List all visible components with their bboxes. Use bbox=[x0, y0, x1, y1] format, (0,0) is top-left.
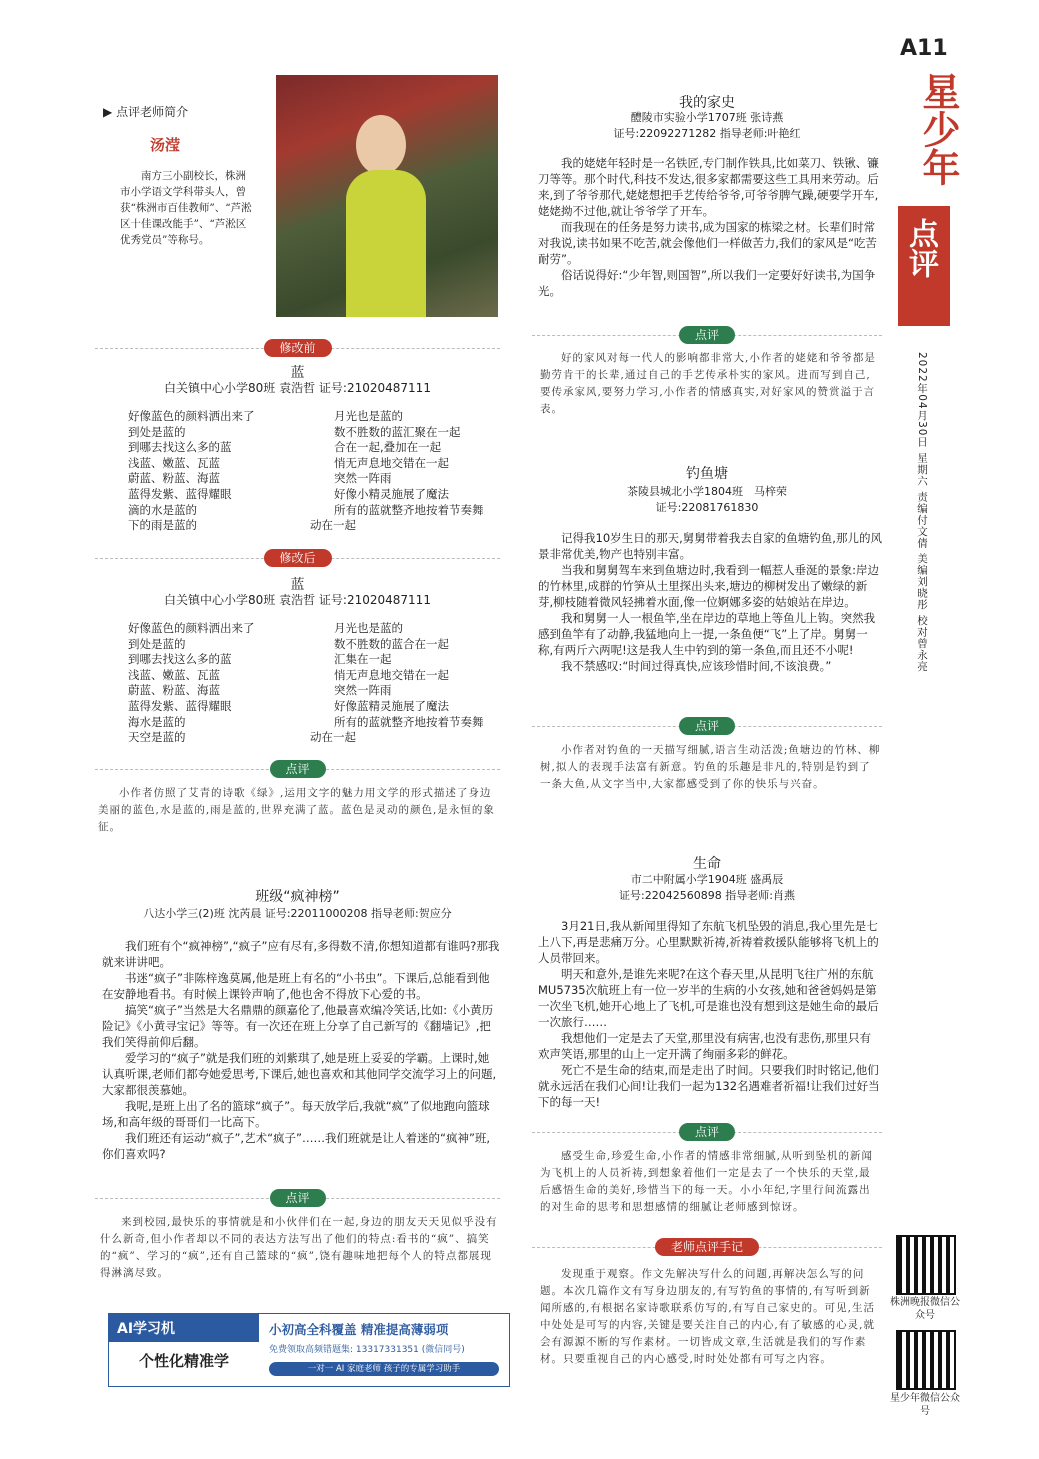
badge-comment-class-text: 点评 bbox=[269, 1189, 325, 1207]
poem-before-meta: 白关镇中心小学80班 袁浩哲 证号:21020487111 bbox=[164, 381, 431, 395]
badge-comment-fish bbox=[532, 717, 882, 735]
badge-comment-life-text: 点评 bbox=[679, 1123, 735, 1141]
family-meta2: 证号:22092271282 指导老师:叶艳红 bbox=[613, 127, 801, 140]
badge-comment-family bbox=[532, 326, 882, 344]
comment-poem: 小作者仿照了艾青的诗歌《绿》,运用文字的魅力用文学的形式描述了身边美丽的蓝色,水是蓝的,雨是蓝的,世界充满了蓝。蓝色是灵动的颜色,是永恒的象征。 bbox=[98, 787, 495, 833]
qr-label-zhuzhou: 株洲晚报微信公众号 bbox=[890, 1297, 960, 1321]
badge-teacher-notes-text: 老师点评手记 bbox=[655, 1238, 759, 1256]
fish-title: 钓鱼塘 bbox=[686, 466, 728, 482]
comment-class: 来到校园,最快乐的事情就是和小伙伴们在一起,身边的朋友天天见似乎没有什么新奇,但小作者却以不同的表达方法写出了他们的特点:看书的“疯”、搞笑的“疯”、学习的“疯”,还有自己篮球的“疯”,饶有趣味地把每个人的特点都展现得淋漓尽致。 bbox=[100, 1216, 498, 1279]
ad-tagline: 小初高全科覆盖 精准提高薄弱项 bbox=[269, 1322, 449, 1337]
ad-brand: AI学习机 bbox=[109, 1314, 259, 1342]
qr-code-zhuzhou bbox=[896, 1235, 956, 1295]
comment-life: 感受生命,珍爱生命,小作者的情感非常细腻,从听到坠机的新闻为飞机上的人员祈祷,到想象着他们一定是去了一个快乐的天堂,最后感悟生命的美好,珍惜当下的每一天。小小年纪,字里行间流露出的对生命的思考和思想感情的细腻让老师感到惊讶。 bbox=[540, 1150, 874, 1213]
section-label bbox=[898, 206, 950, 326]
badge-comment-life bbox=[532, 1123, 882, 1141]
date-line: 2022年04月30日 星期六 责编付文倩 美编刘晓彤 校对曾永亮 bbox=[916, 352, 928, 673]
badge-comment-class bbox=[95, 1189, 500, 1207]
ad-banner[interactable] bbox=[108, 1313, 510, 1387]
class-meta: 八达小学三(2)班 沈芮晨 证号:22011000208 指导老师:贺应分 bbox=[143, 907, 452, 920]
class-title: 班级“疯神榜” bbox=[255, 889, 340, 905]
class-body: 我们班有个“疯神榜”,“疯子”应有尽有,多得数不清,你想知道都有谁吗?那我就来讲讲吧。 书迷“疯子”非陈梓逸莫属,他是班上有名的“小书虫”。下课后,总能看到他在安静地看书。有时候上课铃声响了,他也舍不得放下心爱的书。 搞笑“疯子”当然是大名鼎鼎的颜嘉伦了,他最喜欢编冷笑话,比如:《小黄历险记》《小黄寻宝记》等等。有一次还在班上分享了自己新写的《翻墙记》,把我们笑得前仰后翻。 爱学习的“疯子”就是我们班的刘紫琪了,她是班上妥妥的学霸。上课时,她认真听课,老师们都夸她爱思考,下课后,她也喜欢和其他同学交流学习上的问题,大家都很羡慕她。 我呢,是班上出了名的篮球“疯子”。每天放学后,我就“疯”了似地跑向篮球场,和高年级的哥哥们一比高下。 我们班还有运动“疯子”,艺术“疯子”……我们班就是让人着迷的“疯神”班,你们喜欢吗? bbox=[102, 939, 500, 1161]
play-arrow-icon: ▶ bbox=[103, 105, 113, 119]
page-number: A11 bbox=[900, 36, 948, 61]
ad-sub: 个性化精准学 bbox=[138, 1352, 229, 1370]
family-title: 我的家史 bbox=[679, 95, 735, 111]
badge-before-text: 修改前 bbox=[263, 339, 331, 357]
teacher-notes: 发现重于观察。作文先解决写什么的问题,再解决怎么写的问题。本次几篇作文有写身边朋友的,有写钓鱼的事情的,有写听到新闻所感的,有根据名家诗歌联系仿写的,有写自己家史的。可见,生活中处处是可写的内容,关键是要关注自己的内心,有了敏感的心灵,就会有源源不断的写作素材。一切皆成文章,生活就是我们的写作素材。只要重视自己的内心感受,时时处处都有可写之内容。 bbox=[540, 1268, 876, 1365]
teacher-bio: 南方三小副校长，株洲市小学语文学科带头人，曾获“株洲市百佳教师”、“芦淞区十佳课改能手”、“芦淞区优秀党员”等称号。 bbox=[120, 170, 252, 246]
comment-family: 好的家风对每一代人的影响都非常大,小作者的姥姥和爷爷都是勤劳肯干的长辈,通过自己的手艺传承朴实的家风。进而写到自己,要传承家风,要努力学习,小作者的情感真实,对好家风的赞赏溢于言表。 bbox=[540, 352, 876, 415]
badge-comment-poem bbox=[95, 760, 500, 778]
family-meta1: 醴陵市实验小学1707班 张诗燕 bbox=[630, 111, 784, 124]
badge-after-text: 修改后 bbox=[263, 549, 331, 567]
poem-after-meta: 白关镇中心小学80班 袁浩哲 证号:21020487111 bbox=[164, 593, 431, 607]
teacher-photo bbox=[276, 75, 498, 317]
poem-after-left: 好像蓝色的颜料洒出来了 到处是蓝的 到哪去找这么多的蓝 浅蓝、嫩蓝、瓦蓝 蔚蓝、粉蓝、海蓝 蓝得发紫、蓝得耀眼 海水是蓝的 天空是蓝的 bbox=[128, 621, 255, 745]
fish-body: 记得我10岁生日的那天,舅舅带着我去自家的鱼塘钓鱼,那儿的风景非常优美,物产也特别丰富。 当我和舅舅驾车来到鱼塘边时,我看到一幅惹人垂涎的景象:岸边的竹林里,成群的竹笋从土里探出头来,塘边的柳树发出了嫩绿的新芽,柳枝随着微风轻拂着水面,像一位婀娜多姿的姑娘站在岸边。 我和舅舅一人一根鱼竿,坐在岸边的草地上等鱼儿上钩。突然我感到鱼竿有了动静,我猛地向上一提,一条鱼便“飞”上了岸。舅舅一称,有两斤六两呢!这是我人生中钓到的第一条鱼,而且还不小呢! 我不禁感叹:“时间过得真快,应该珍惜时间,不该浪费。” bbox=[538, 531, 882, 673]
badge-comment-fish-text: 点评 bbox=[679, 717, 735, 735]
life-body: 3月21日,我从新闻里得知了东航飞机坠毁的消息,我心里先是七上八下,再是悲痛万分。心里默默祈祷,祈祷着救援队能够将飞机上的人员带回来。 明天和意外,是谁先来呢?在这个春天里,从昆明飞往广州的东航MU5735次航班上有一位一岁半的生病的小女孩,她和爸爸妈妈是第一次坐飞机,她开心地上了飞机,可是谁也没有想到这是她生命的最后一次旅行…… 我想他们一定是去了天堂,那里没有病害,也没有悲伤,那里只有欢声笑语,那里的山上一定开满了绚丽多彩的鲜花。 死亡不是生命的结束,而是走出了时间。只要我们时时铭记,他们就永远活在我们心间!让我们一起为132名遇难者祈福!让我们过好当下的每一天! bbox=[538, 919, 880, 1109]
badge-after bbox=[95, 549, 500, 567]
life-meta1: 市二中附属小学1904班 盛禹辰 bbox=[630, 873, 784, 886]
poem-after-right: 月光也是蓝的 数不胜数的蓝合在一起 汇集在一起 悄无声息地交错在一起 突然一阵雨 好像蓝精灵施展了魔法 所有的蓝就整齐地按着节奏舞 动在一起 bbox=[310, 621, 484, 745]
fish-meta2: 证号:22081761830 bbox=[655, 501, 759, 514]
teacher-name: 汤滢 bbox=[150, 136, 181, 154]
ad-left-panel bbox=[109, 1314, 259, 1386]
badge-teacher-notes bbox=[532, 1238, 882, 1256]
qr-label-xingshaonian: 星少年微信公众号 bbox=[890, 1393, 960, 1417]
logo: 星少年 bbox=[916, 72, 960, 186]
teacher-heading-text: 点评老师简介 bbox=[116, 105, 189, 119]
life-title: 生命 bbox=[693, 856, 721, 872]
poem-after-title: 蓝 bbox=[290, 577, 305, 593]
badge-before bbox=[95, 339, 500, 357]
section-label-text: 点评 bbox=[903, 218, 938, 278]
comment-fish: 小作者对钓鱼的一天描写细腻,语言生动活泼;鱼塘边的竹林、柳树,拟人的表现手法富有新意。钓鱼的乐趣是非凡的,特别是钓到了一条大鱼,从文字当中,大家都感受到了你的快乐与兴奋。 bbox=[540, 744, 881, 790]
family-body: 我的姥姥年轻时是一名铁匠,专门制作铁具,比如菜刀、铁锹、镰刀等等。那个时代,科技不发达,很多家都需要这些工具用来劳动。后来,到了爷爷那代,姥姥想把手艺传给爷爷,可爷爷脾气躁,硬要学开车,姥姥拗不过他,就让爷爷学了开车。 而我现在的任务是努力读书,成为国家的栋梁之材。长辈们时常对我说,读书如果不吃苦,就会像他们一样做苦力,我们的家风是“吃苦耐劳”。 俗话说得好:“少年智,则国智”,所以我们一定要好好读书,为国争光。 bbox=[538, 156, 879, 298]
qr-code-xingshaonian bbox=[896, 1330, 956, 1390]
teacher-heading bbox=[103, 103, 188, 120]
poem-before-title: 蓝 bbox=[290, 365, 305, 381]
poem-before-left: 好像蓝色的颜料洒出来了 到处是蓝的 到哪去找这么多的蓝 浅蓝、嫩蓝、瓦蓝 蔚蓝、粉蓝、海蓝 蓝得发紫、蓝得耀眼 滴的水是蓝的 下的雨是蓝的 bbox=[128, 409, 255, 533]
ad-bottom: 一对一 AI 家庭老师 孩子的专属学习助手 bbox=[269, 1362, 499, 1376]
badge-comment-poem-text: 点评 bbox=[269, 760, 325, 778]
life-meta2: 证号:22042560898 指导老师:肖燕 bbox=[619, 889, 795, 902]
badge-comment-family-text: 点评 bbox=[679, 326, 735, 344]
ad-phone: 免费领取高频错题集: 13317331351 (微信同号) bbox=[269, 1345, 465, 1355]
poem-before-right: 月光也是蓝的 数不胜数的蓝汇聚在一起 合在一起,叠加在一起 悄无声息地交错在一起 突然一阵雨 好像小精灵施展了魔法 所有的蓝就整齐地按着节奏舞 动在一起 bbox=[310, 409, 484, 533]
fish-meta1: 茶陵县城北小学1804班 马梓荣 bbox=[627, 485, 787, 498]
